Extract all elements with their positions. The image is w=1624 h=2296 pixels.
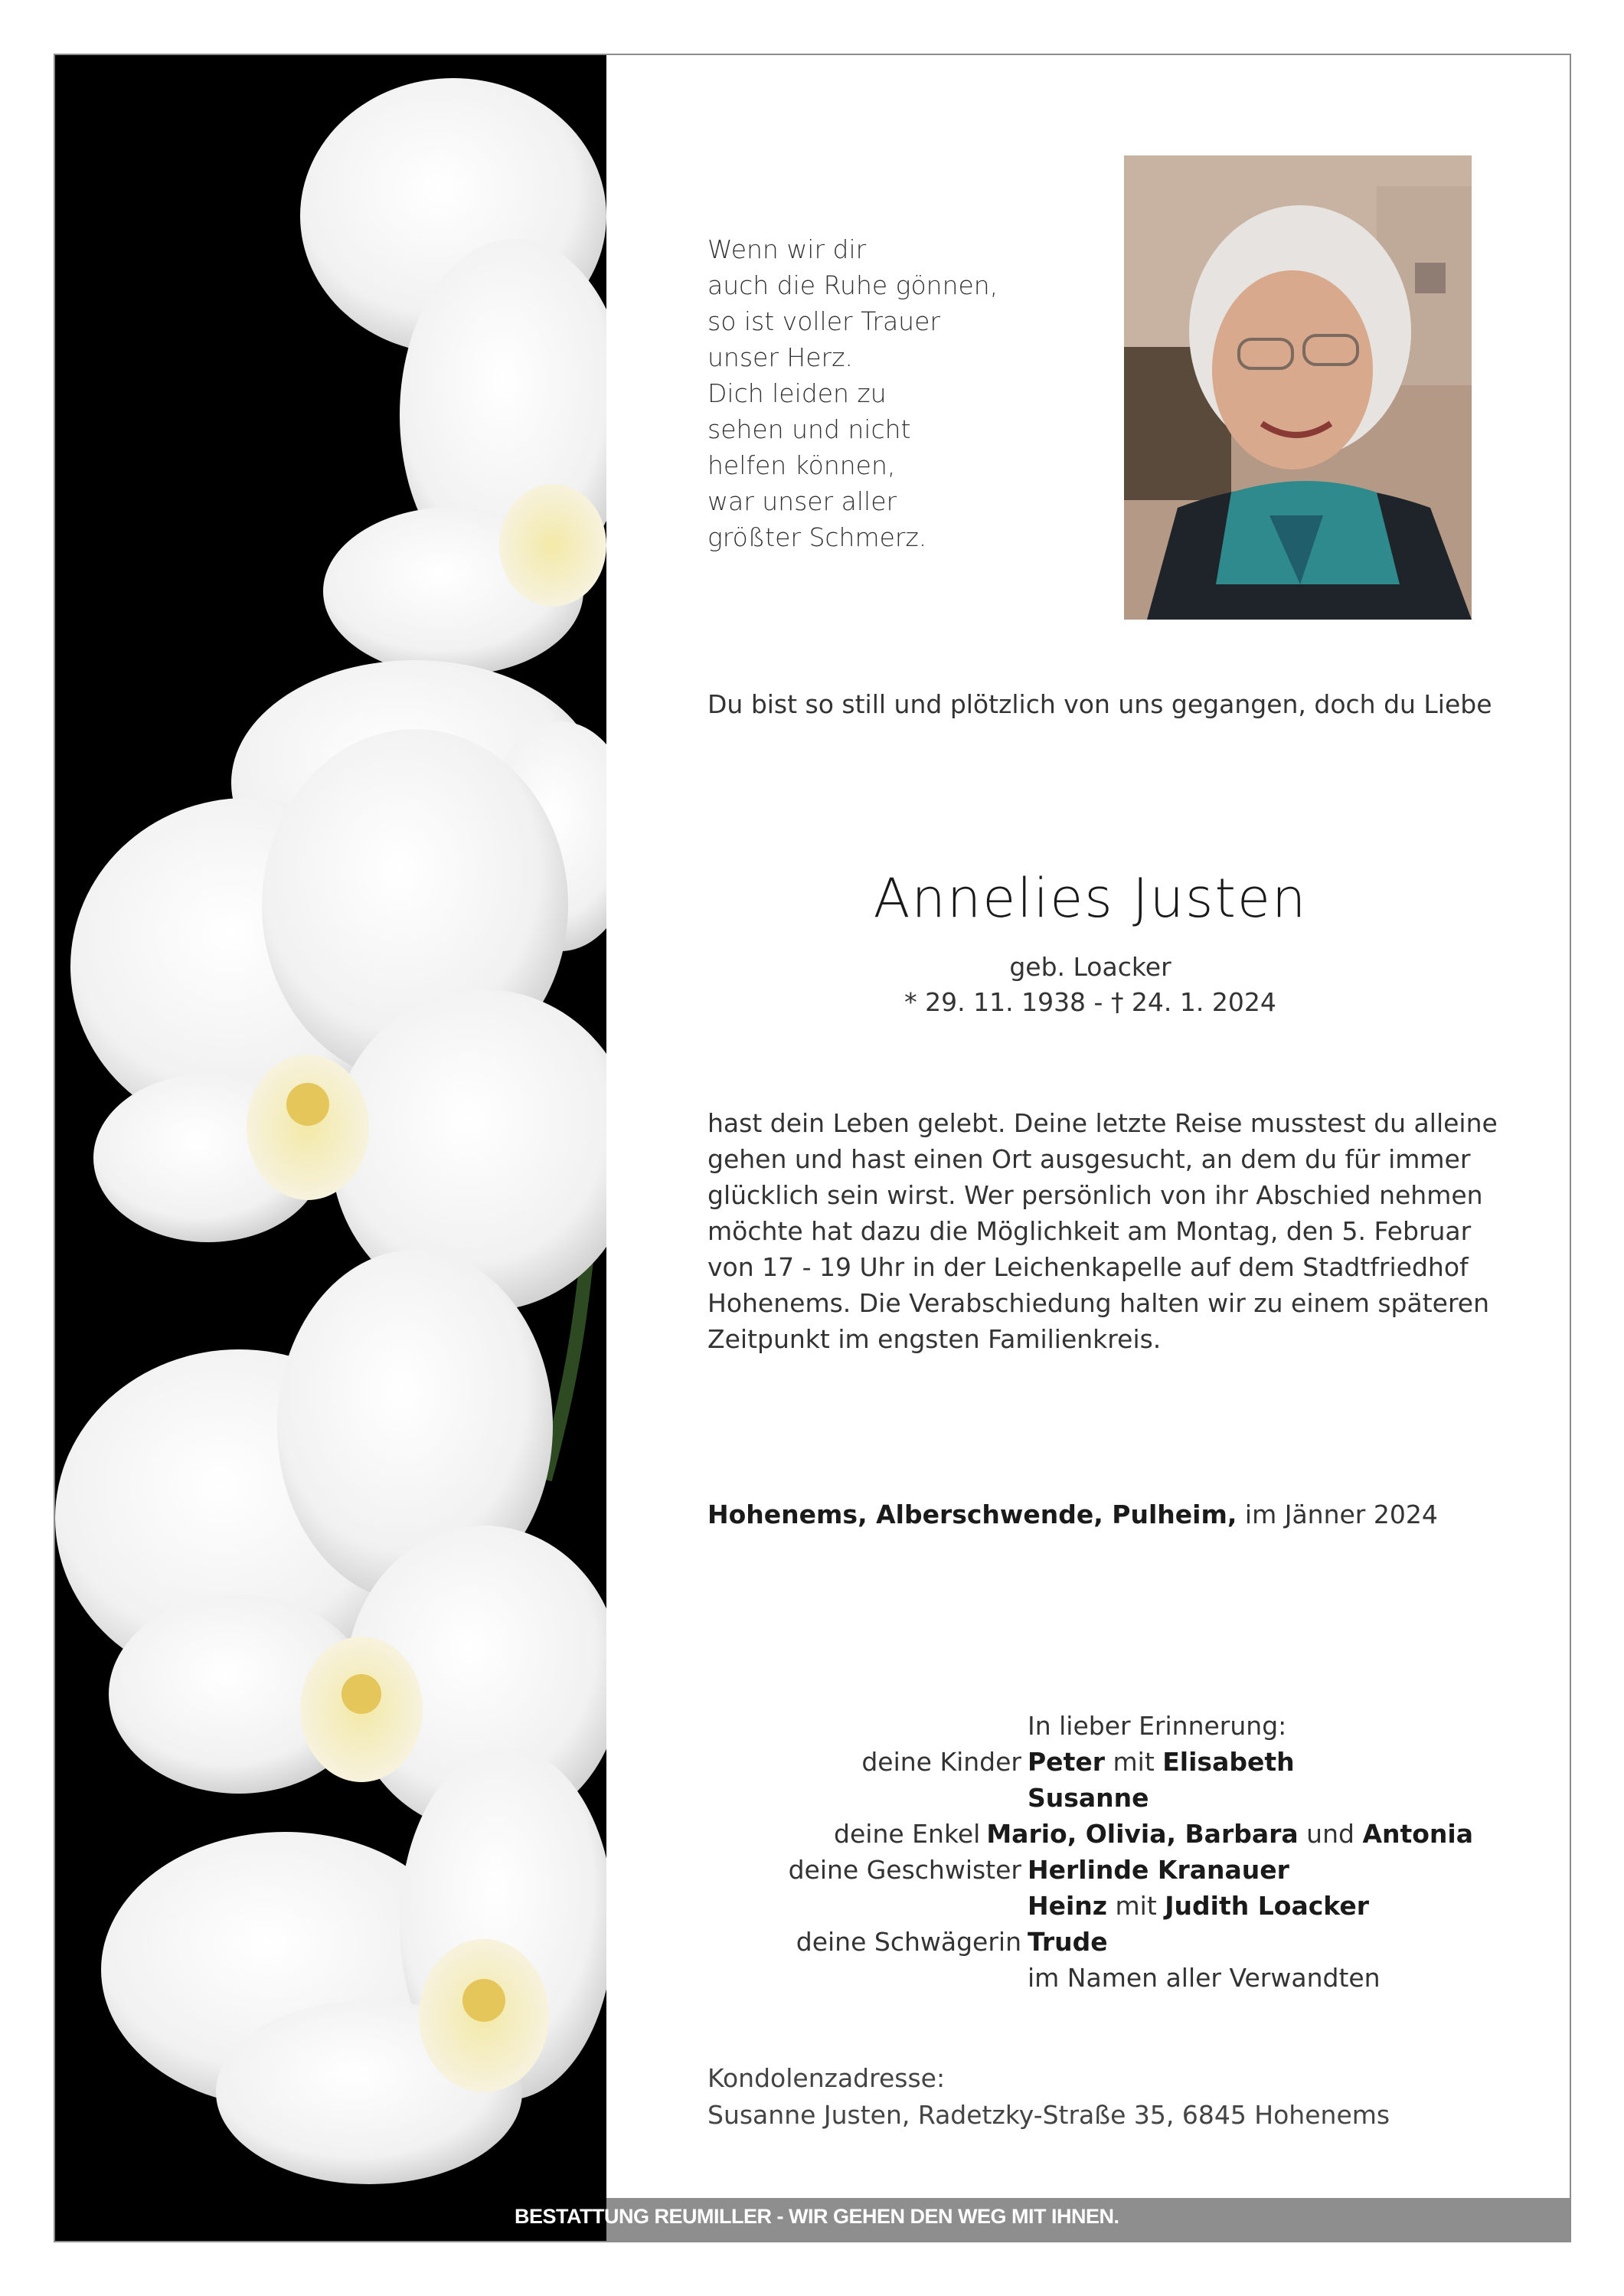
family-heading: In lieber Erinnerung: (1028, 1711, 1287, 1741)
family-row (707, 1888, 1473, 1924)
body-line: hast dein Leben gelebt. Deine letzte Reise musstest du alleine (707, 1108, 1498, 1138)
poem-line: auch die Ruhe gönnen, (707, 270, 998, 300)
orchid-flowers-image (55, 55, 606, 2242)
poem-line: größter Schmerz. (707, 522, 927, 552)
family-row (707, 1960, 1473, 1996)
partner-name: Elisabeth (1162, 1747, 1295, 1777)
sibling-name: Herlinde Kranauer (1028, 1855, 1289, 1885)
relatives-line: im Namen aller Verwandten (1028, 1963, 1381, 1993)
deceased-name: Annelies Justen (873, 867, 1308, 930)
grandchildren-label: deine Enkel (834, 1819, 981, 1849)
partner-name: Judith Loacker (1165, 1891, 1369, 1921)
poem-line: so ist voller Trauer (707, 306, 940, 336)
portrait-image (1124, 155, 1472, 620)
condolence-label: Kondolenzadresse: (707, 2063, 946, 2093)
sister-in-law-label: deine Schwägerin (796, 1927, 1021, 1957)
poem-line: helfen können, (707, 450, 896, 480)
poem-line: Dich leiden zu (707, 378, 887, 408)
body-line: Hohenems. Die Verabschiedung halten wir zu einem späteren (707, 1288, 1490, 1318)
connector: mit (1115, 1891, 1157, 1921)
obituary-card (54, 54, 1571, 2242)
family-list (707, 1708, 1473, 1996)
body-text (707, 1105, 1498, 1357)
life-dates: * 29. 11. 1938 - † 24. 1. 2024 (904, 987, 1276, 1017)
poem-line: unser Herz. (707, 342, 853, 372)
poem (707, 231, 1029, 555)
maiden-name: geb. Loacker (1009, 952, 1171, 982)
date: im Jänner 2024 (1244, 1500, 1438, 1529)
condolence-address (707, 2060, 1390, 2134)
poem-line: Wenn wir dir (707, 234, 867, 264)
grandchild-name: Antonia (1362, 1819, 1473, 1849)
sibling-name: Heinz (1028, 1891, 1108, 1921)
body-line: Zeitpunkt im engsten Familienkreis. (707, 1324, 1162, 1354)
place-and-date (707, 1500, 1438, 1529)
family-row (707, 1852, 1473, 1888)
family-row (707, 1708, 1473, 1744)
family-row (707, 1744, 1473, 1780)
family-row (707, 1780, 1473, 1816)
grandchildren-names: Mario, Olivia, Barbara (986, 1819, 1299, 1849)
connector: und (1306, 1819, 1354, 1849)
family-row (707, 1924, 1473, 1960)
poem-line: war unser aller (707, 486, 897, 516)
funeral-home-slogan: BESTATTUNG REUMILLER - WIR GEHEN DEN WEG MIT IHNEN. (515, 2205, 1119, 2228)
body-line: glücklich sein wirst. Wer persönlich von ihr Abschied nehmen (707, 1180, 1483, 1210)
places: Hohenems, Alberschwende, Pulheim, (707, 1500, 1237, 1529)
body-line: von 17 - 19 Uhr in der Leichenkapelle auf dem Stadtfriedhof (707, 1252, 1469, 1282)
sister-in-law-name: Trude (1028, 1927, 1108, 1957)
portrait-photo (1124, 155, 1472, 620)
body-line: möchte hat dazu die Möglichkeit am Montag, den 5. Februar (707, 1216, 1472, 1246)
condolence-address-text: Susanne Justen, Radetzky-Straße 35, 6845 Hohenems (707, 2100, 1390, 2130)
child-name: Peter (1028, 1747, 1105, 1777)
intro-sentence: Du bist so still und plötzlich von uns gegangen, doch du Liebe (707, 689, 1492, 719)
orchid-image-panel (55, 55, 606, 2242)
poem-line: sehen und nicht (707, 414, 911, 444)
family-row (707, 1816, 1473, 1852)
connector: mit (1113, 1747, 1155, 1777)
child-name: Susanne (1028, 1783, 1149, 1813)
children-label: deine Kinder (861, 1747, 1021, 1777)
siblings-label: deine Geschwister (788, 1855, 1021, 1885)
body-line: gehen und hast einen Ort ausgesucht, an dem du für immer (707, 1144, 1471, 1174)
